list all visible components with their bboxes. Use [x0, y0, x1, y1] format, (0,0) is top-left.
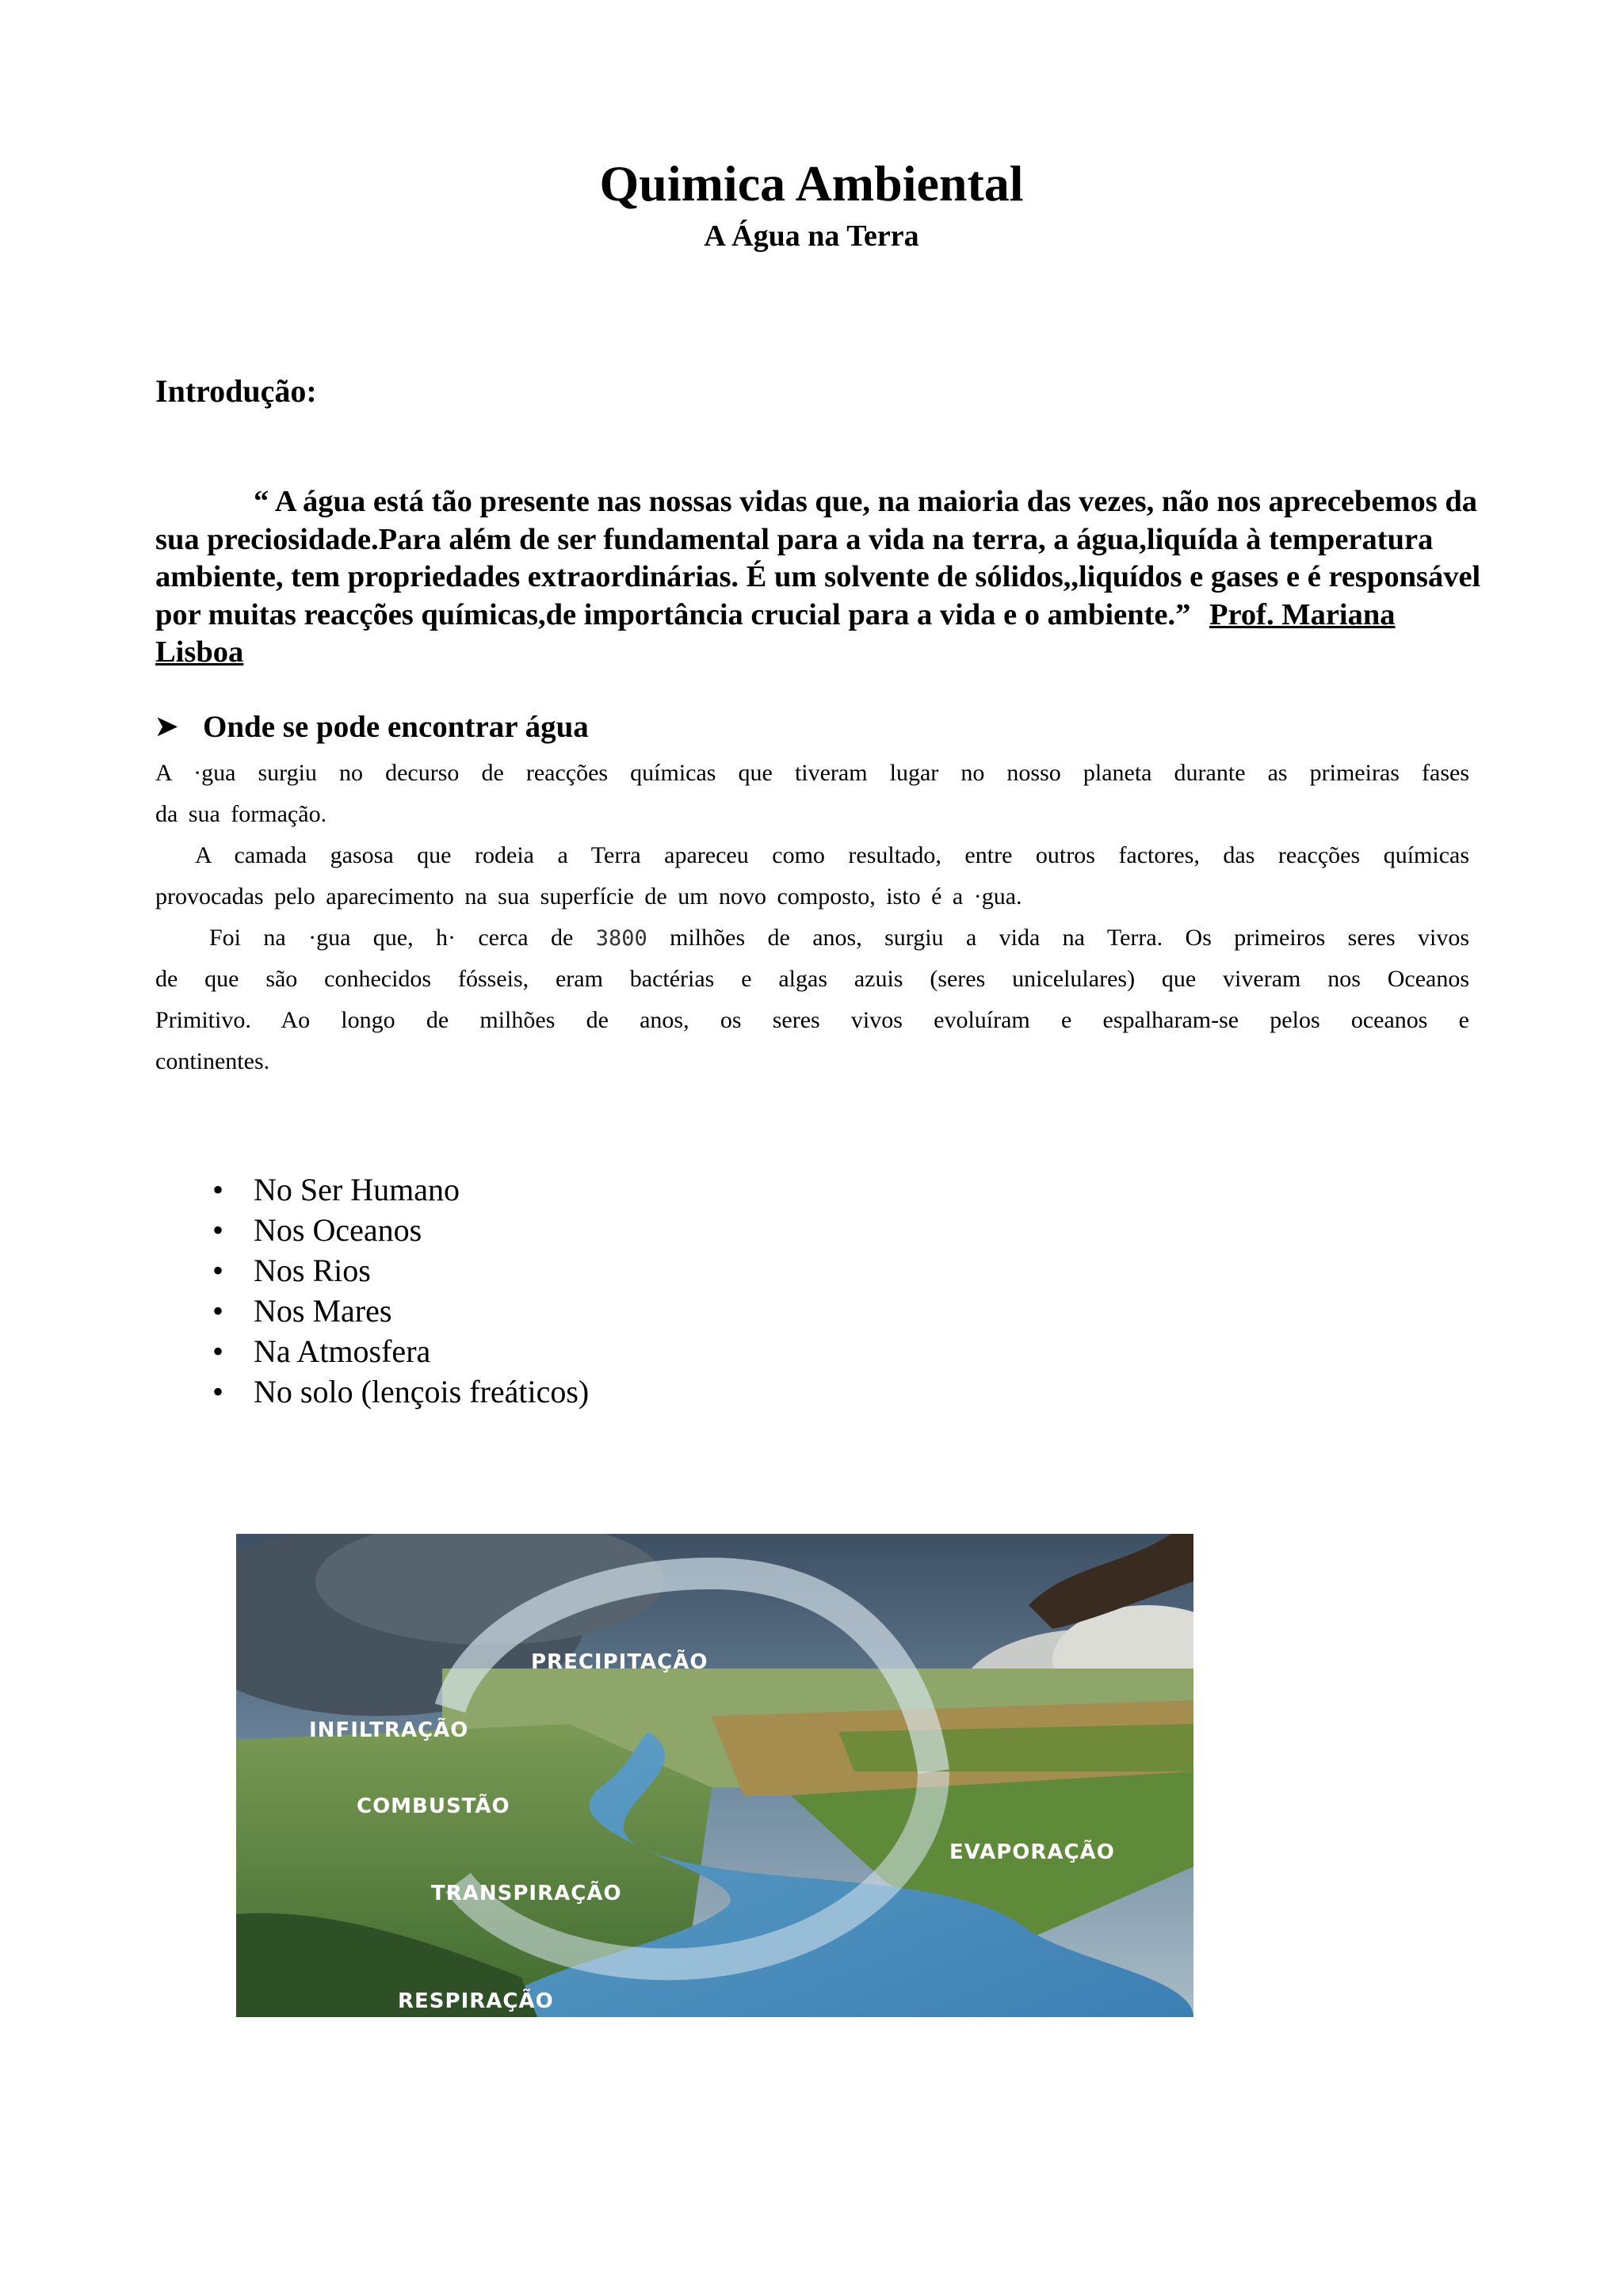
- fields: [838, 1724, 1193, 1772]
- list-item: • No Ser Humano: [212, 1169, 589, 1210]
- document-title: Quimica Ambiental: [599, 155, 1024, 212]
- water-cycle-illustration: [236, 1534, 1193, 2017]
- paragraph-line: Primitivo. Ao longo de milhões de anos, os seres vivos evoluíram e espalharam-se pelos oceanos e: [155, 1007, 1469, 1033]
- label-precipitacao: PRECIPITAÇÃO: [531, 1650, 708, 1674]
- list-item: • Na Atmosfera: [212, 1331, 589, 1371]
- intro-quote: [155, 483, 1487, 672]
- paragraph-line: de que são conhecidos fósseis, eram bactérias e algas azuis (seres unicelulares) que viveram nos Oceanos: [155, 966, 1469, 992]
- paragraph-text: Foi na ·gua que, h· cerca de: [209, 925, 574, 951]
- paragraph-line: A ·gua surgiu no decurso de reacções químicas que tiveram lugar no nosso planeta durante as primeiras fases: [155, 760, 1469, 786]
- paragraph-number: 3800: [595, 926, 647, 951]
- paragraph-line: A camada gasosa que rodeia a Terra apareceu como resultado, entre outros factores, das reacções químicas: [195, 842, 1469, 868]
- paragraph-line: continentes.: [155, 1048, 270, 1074]
- label-respiracao: RESPIRAÇÃO: [398, 1989, 554, 2013]
- quote-text: “ A água está tão presente nas nossas vidas que, na maioria das vezes, não nos aprecebemos da sua preciosidade.Para além de ser fundamental para a vida na terra, a água,liquída à temperatura ambiente, tem propriedades extraordinárias. É um solvente de sólidos,,liquídos e gases e é responsável por muitas reacções químicas,de importância crucial para a vida e o ambiente.”: [155, 485, 1481, 631]
- label-transpiracao: TRANSPIRAÇÃO: [431, 1882, 622, 1905]
- list-item: • Nos Rios: [212, 1250, 589, 1291]
- list-item: • Nos Oceanos: [212, 1210, 589, 1250]
- paragraph-text: milhões de anos, surgiu a vida na Terra. Os primeiros seres vivos: [670, 925, 1470, 951]
- document-subtitle: A Água na Terra: [704, 219, 919, 253]
- list-item: • No solo (lençois freáticos): [212, 1371, 589, 1412]
- label-combustao: COMBUSTÃO: [357, 1794, 510, 1818]
- water-locations-list: [212, 1169, 589, 1412]
- label-evaporacao: EVAPORAÇÃO: [949, 1840, 1115, 1864]
- paragraph-line: [155, 917, 1469, 959]
- label-infiltracao: INFILTRAÇÃO: [309, 1718, 469, 1742]
- section-heading-text: Onde se pode encontrar água: [203, 710, 589, 744]
- quote-author: Prof. Mariana Lisboa: [155, 597, 1396, 669]
- paragraph-line: da sua formação.: [155, 801, 327, 827]
- arrow-bullet-icon: ➤: [155, 712, 178, 742]
- section-heading: [155, 708, 589, 746]
- paragraph-line: provocadas pelo aparecimento na sua superfície de um novo composto, isto é a ·gua.: [155, 883, 1022, 910]
- intro-heading: Introdução:: [155, 373, 317, 409]
- list-item: • Nos Mares: [212, 1291, 589, 1331]
